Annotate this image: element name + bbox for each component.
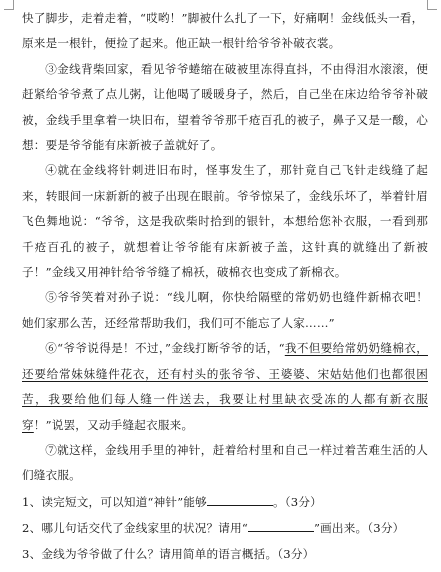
question-1 (22, 489, 428, 515)
paragraph-5: ⑤爷爷笑着对孙子说：“线儿啊，你快给隔壁的常奶奶也缝件新棉衣吧！她们家那么苦，还经常帮助我们，我们可不能忘了人家……” (22, 290, 428, 330)
question-2 (22, 515, 428, 541)
paragraph-6-lead: ⑥“爷爷说得是！不过，”金线打断爷爷的话，“ (45, 341, 285, 356)
question-1-score: 。（3分） (272, 494, 322, 509)
paragraph-7: ⑦就这样，金线用手里的神针，赶着给村里和自己一样过着苦难生活的人们缝衣服。 (22, 442, 428, 483)
paragraph-3: ③金线背柴回家，看见爷爷蜷缩在破被里冻得直抖，不由得泪水滚滚，便赶紧给爷爷煮了点儿粥，让他喝了暖暖身子，然后，自己坐在床边给爷爷补破被，金线手里拿着一块旧布，望着爷爷那千疮百孔的被子，鼻子又是一酸，心想：要是爷爷能有床新被子盖就好了。 (22, 61, 428, 153)
questions-section (22, 489, 428, 567)
page-corner-mark-right (427, 0, 437, 10)
paragraph-4: ④就在金线将针刺进旧布时，怪事发生了，那针竟自己飞针走线缝了起来，转眼间一床新新的被子出现在眼前。爷爷惊呆了，金线乐坏了，举着针眉飞色舞地说：“爷爷，这是我砍柴时拾到的银针，本想给您补衣服，一看到那千疮百孔的被子，就想着让爷爷能有床新被子盖，这针真的就缝出了新被子！”金线又用神针给爷爷缝了棉袄，破棉衣也变成了新棉衣。 (22, 163, 428, 280)
paragraph-6-tail: ！”说罢，又动手缝起衣服来。 (33, 417, 194, 432)
passage-line-2: 原来是一根针，便捡了起来。他正缺一根针给爷爷补破衣裳。 (22, 36, 341, 51)
paragraph-6 (22, 336, 428, 438)
document-body (22, 6, 428, 567)
question-2-text: 2、哪儿句话交代了金线家里的状况？请用“ (22, 520, 248, 535)
question-2-underline-sample (248, 519, 314, 532)
question-1-text: 1、读完短文，可以知道“神针”能够 (22, 494, 207, 509)
passage-line-1: 快了脚步，走着走着，“哎哟！”脚被什么扎了一下，好痛啊！金线低头一看， (22, 11, 424, 25)
question-1-answer-blank[interactable] (207, 493, 273, 506)
question-3: 3、金线为爷爷做了什么？请用简单的语言概括。（3分） (22, 546, 315, 561)
question-2-score: ”画出来。（3分） (314, 520, 405, 535)
paragraph-6-underlined: 我不但要给常奶奶缝棉衣，还要给常妹妹缝件花衣，还有村头的张爷爷、王婆婆、宋姑姑他们也都很困苦，我要给他们每人缝一件送去，我要让村里缺衣受冻的人都有新衣服穿 (22, 341, 428, 432)
page-corner-mark-left (4, 0, 14, 10)
